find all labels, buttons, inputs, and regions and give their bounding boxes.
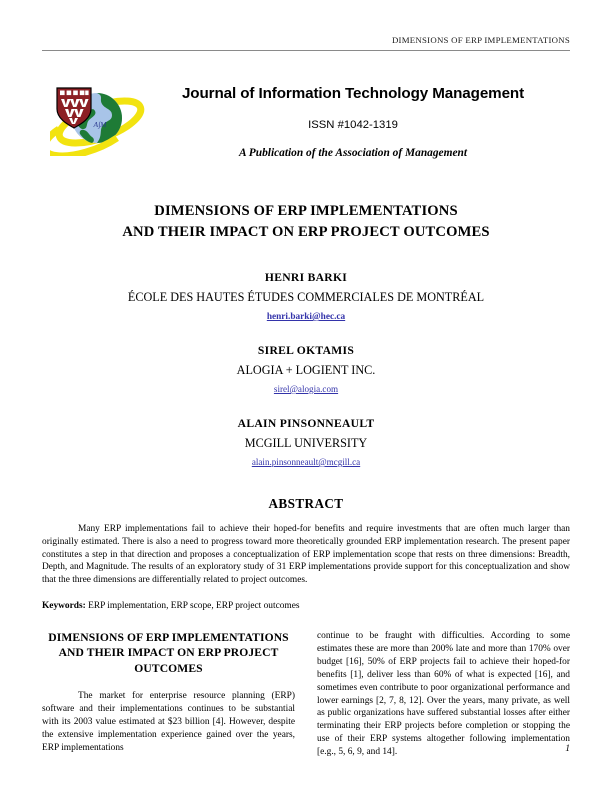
author-email-link[interactable]: alain.pinsonneault@mcgill.ca <box>251 457 361 467</box>
page-number: 1 <box>565 744 570 754</box>
column-right <box>317 630 570 759</box>
article-title <box>42 201 570 243</box>
logo-container <box>42 80 154 156</box>
body-paragraph: The market for enterprise resource planning (ERP) software and their implementations continues to be substantial with its 2003 value estimated at $23 billion [4]. However, despite the extensive implementation experience gained over the years, ERP implementations <box>42 691 295 754</box>
column-left <box>42 630 295 759</box>
author-affiliation: ALOGIA + LOGIENT INC. <box>236 363 376 377</box>
author-list <box>42 270 570 470</box>
keywords-line <box>42 600 570 613</box>
running-header: DIMENSIONS OF ERP IMPLEMENTATIONS <box>391 35 570 45</box>
author-name: SIREL OKTAMIS <box>257 344 355 357</box>
author-block <box>42 343 570 397</box>
journal-masthead <box>42 80 570 161</box>
masthead-text <box>154 80 570 161</box>
author-block <box>42 416 570 470</box>
section-heading: DIMENSIONS OF ERP IMPLEMENTATIONS AND THEIR IMPACT ON ERP PROJECT OUTCOMES <box>48 630 289 675</box>
journal-title: Journal of Information Technology Management <box>181 85 525 102</box>
keywords-label: Keywords: <box>42 600 86 611</box>
publication-line: A Publication of the Association of Management <box>238 147 468 159</box>
globe-shield-icon <box>50 82 146 156</box>
page-content <box>42 34 570 759</box>
journal-issn: ISSN #1042-1319 <box>308 119 398 131</box>
association-of-management-globe-logo <box>50 82 146 156</box>
abstract-heading: ABSTRACT <box>268 496 344 511</box>
author-affiliation: ÉCOLE DES HAUTES ÉTUDES COMMERCIALES DE MONTRÉAL <box>127 290 485 304</box>
keywords-value: ERP implementation, ERP scope, ERP project outcomes <box>85 600 300 611</box>
author-email-link[interactable]: sirel@alogia.com <box>273 384 339 394</box>
header-rule <box>42 50 570 51</box>
article-title-line-1: DIMENSIONS OF ERP IMPLEMENTATIONS <box>154 203 458 219</box>
author-block <box>42 270 570 324</box>
author-name: ALAIN PINSONNEAULT <box>237 417 375 430</box>
two-column-body <box>42 630 570 759</box>
author-email-link[interactable]: henri.barki@hec.ca <box>266 312 346 322</box>
article-title-line-2: AND THEIR IMPACT ON ERP PROJECT OUTCOMES <box>122 224 490 240</box>
author-affiliation: MCGILL UNIVERSITY <box>244 436 368 450</box>
body-paragraph: continue to be fraught with difficulties. According to some estimates these are more than 200% late and more than 170% over budget [16], 50% of ERP projects fail to achieve their hoped-for benefits [1], deliver less than 60% of what is expected [16], and sometimes even contribute to poor organizational performance and lower earnings [2, 7, 8, 12]. Over the years, many private, as well as public organizations have suffered substantial losses after either terminating their ERP projects before completion or stopping the use of their ERP systems altogether following implementation [e.g., 5, 6, 9, and 14]. <box>317 630 570 758</box>
abstract-body: Many ERP implementations fail to achieve their hoped-for benefits and require investments that are often much larger than originally estimated. There is also a need to progress toward more theoretically grounded ERP implementation research. The present paper constitutes a step in that direction and proposes a conceptualization of ERP implementation scope that rests on three dimensions: Breadth, Depth, and Magnitude. The results of an exploratory study of 31 ERP implementations provide support for this conceptualization and show that the three dimensions are differentially related to project outcomes. <box>42 524 570 586</box>
author-name: HENRI BARKI <box>264 271 348 284</box>
svg-text:A∫M: A∫M <box>93 120 107 129</box>
